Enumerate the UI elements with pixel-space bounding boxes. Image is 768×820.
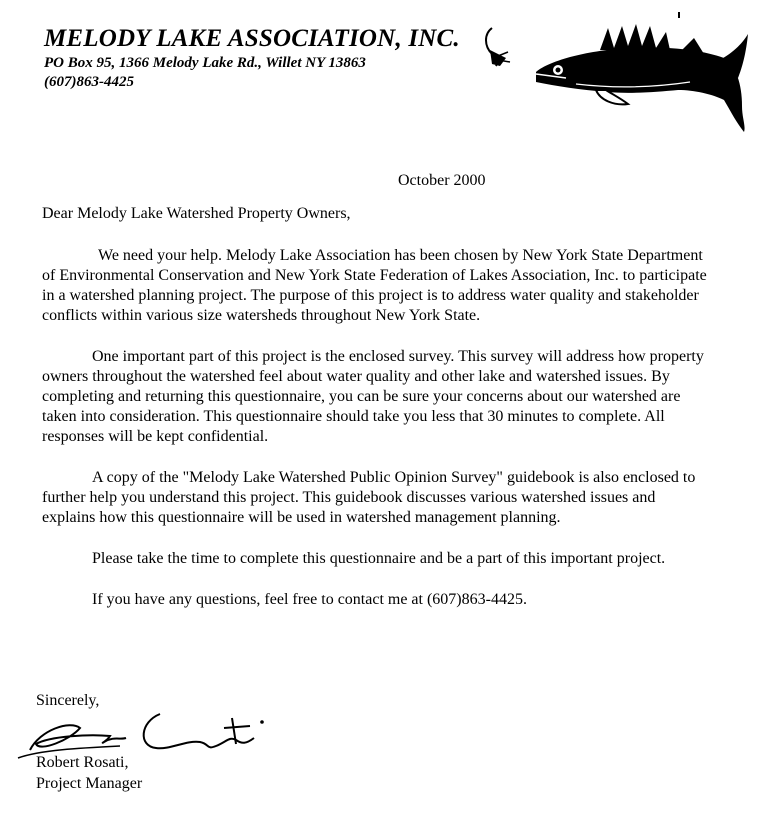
letter-date: October 2000 — [398, 172, 486, 189]
closing: Sincerely, — [36, 692, 100, 709]
salutation: Dear Melody Lake Watershed Property Owners, — [42, 205, 351, 222]
walleye-fish-icon — [480, 14, 760, 144]
signer-block — [36, 752, 142, 794]
paragraph: Please take the time to complete this questionnaire and be a part of this important project. — [92, 550, 666, 567]
paragraph: We need your help. Melody Lake Association has been chosen by New York State Department of Environmental Conservation and New York State Federation of Lakes Association, Inc. to participate in a watershed planning project. The purpose of this project is to address water quality and stakeholder conflicts within various size watersheds throughout New York State. — [42, 247, 707, 324]
letterhead — [44, 24, 460, 92]
signer-title: Project Manager — [36, 775, 143, 792]
paragraph: A copy of the "Melody Lake Watershed Public Opinion Survey" guidebook is also enclosed to further help you understand this project. This guidebook discusses various watershed issues and explains how this questionnaire will be used in watershed management planning. — [42, 469, 696, 526]
organization-phone: (607)863-4425 — [44, 74, 134, 90]
letter-body — [42, 204, 712, 631]
paragraph: One important part of this project is the enclosed survey. This survey will address how property owners throughout the watershed feel about water quality and other lake and watershed issues. By completing and returning this questionnaire, you can be sure your concerns about our watershed are taken into consideration. This questionnaire should take you less that 30 minutes to complete. All responses will be kept confidential. — [42, 348, 704, 445]
organization-name: MELODY LAKE ASSOCIATION, INC. — [44, 25, 460, 52]
signer-name: Robert Rosati, — [36, 754, 129, 771]
organization-address: PO Box 95, 1366 Melody Lake Rd., Willet NY 13863 — [44, 55, 366, 71]
paragraph: If you have any questions, feel free to contact me at (607)863-4425. — [92, 591, 527, 608]
